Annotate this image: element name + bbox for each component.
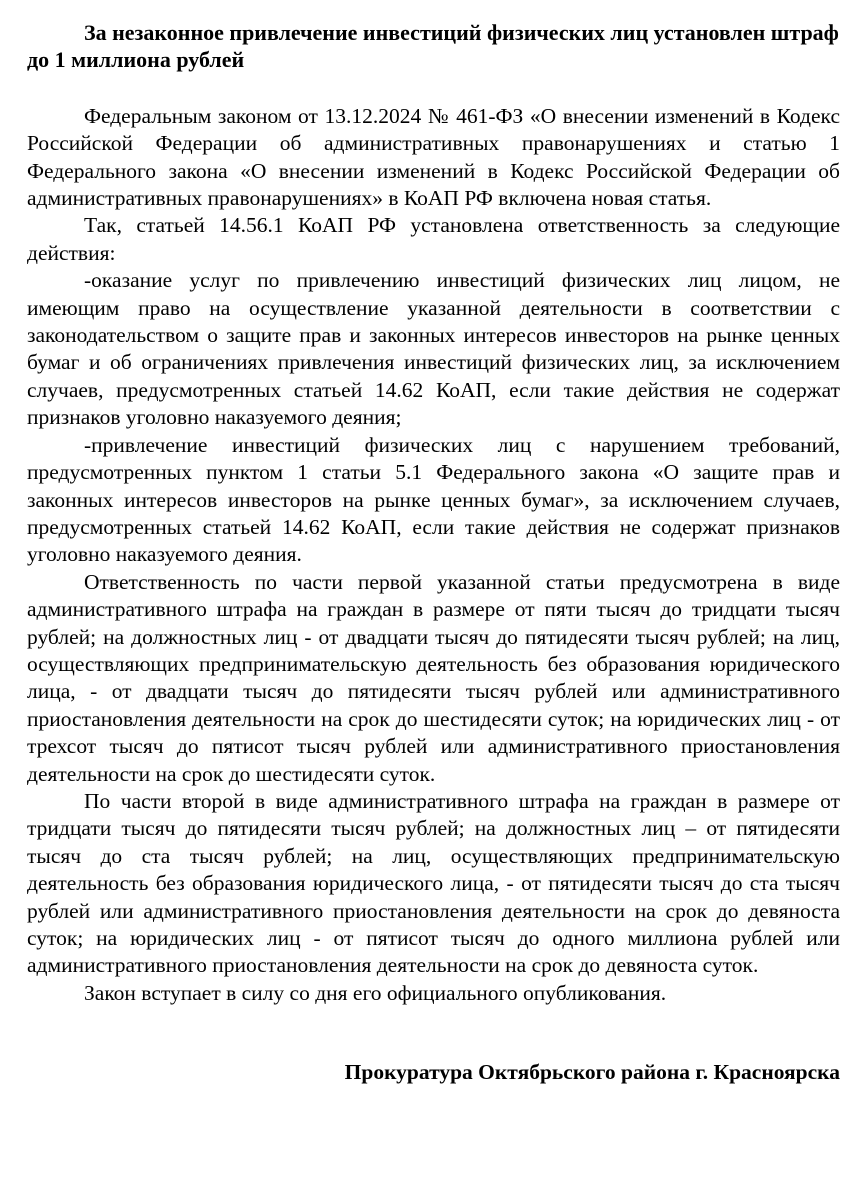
paragraph-law-intro: Федеральным законом от 13.12.2024 № 461-ФЗ «О внесении изменений в Кодекс Российской Федерации об административных правонарушениях и статью 1 Федерального закона «О внесении изменений в Кодекс Российской Федерации об административных правонарушениях» в КоАП РФ включена новая статья. [27, 103, 840, 211]
paragraph-entry-into-force: Закон вступает в силу со дня его официального опубликования. [84, 980, 667, 1005]
paragraph-part-one-penalties: Ответственность по части первой указанной статьи предусмотрена в виде административного штрафа на граждан в размере от пяти тысяч до тридцати тысяч рублей; на должностных лиц - от двадцати тысяч до пятидесяти тысяч рублей; на лиц, осуществляющих предпринимательскую деятельность без образования юридического лица, - от двадцати тысяч до пятидесяти тысяч рублей или административного приостановления деятельности на срок до шестидесяти суток; на юридических лиц - от трехсот тысяч до пятисот тысяч рублей или административного приостановления деятельности на срок до шестидесяти суток. [27, 569, 840, 786]
paragraph-article-lead-in: Так, статьей 14.56.1 КоАП РФ установлена ответственность за следующие действия: [27, 213, 840, 265]
document-footer-signature: Прокуратура Октябрьского района г. Красноярска [344, 1060, 840, 1085]
paragraph-offense-attraction: -привлечение инвестиций физических лиц с нарушением требований, предусмотренных пунктом 1 статьи 5.1 Федерального закона «О защите прав и законных интересов инвесторов на рынке ценных бумаг», за исключением случаев, предусмотренных статьей 14.62 КоАП, если такие действия не содержат признаков уголовно наказуемого деяния. [27, 432, 840, 567]
paragraph-part-two-penalties: По части второй в виде административного штрафа на граждан в размере от тридцати тысяч до пятидесяти тысяч рублей; на должностных лиц – от пятидесяти тысяч до ста тысяч рублей; на лиц, осуществляющих предпринимательскую деятельность без образования юридического лица, - от пятидесяти тысяч до ста тысяч рублей или административного приостановления деятельности на срок до девяноста суток; на юридических лиц - от пятисот тысяч до одного миллиона рублей или административного приостановления деятельности на срок до девяноста суток. [27, 788, 840, 978]
document-title: За незаконное привлечение инвестиций физических лиц установлен штраф до 1 миллиона рублей [27, 20, 839, 73]
paragraph-offense-services: -оказание услуг по привлечению инвестиций физических лиц лицом, не имеющим право на осуществление указанной деятельности в соответствии с законодательством о защите прав и законных интересов инвесторов на рынке ценных бумаг и об ограничениях привлечения инвестиций физических лиц, за исключением случаев, предусмотренных статьей 14.62 КоАП, если такие действия не содержат признаков уголовно наказуемого деяния; [27, 268, 840, 430]
